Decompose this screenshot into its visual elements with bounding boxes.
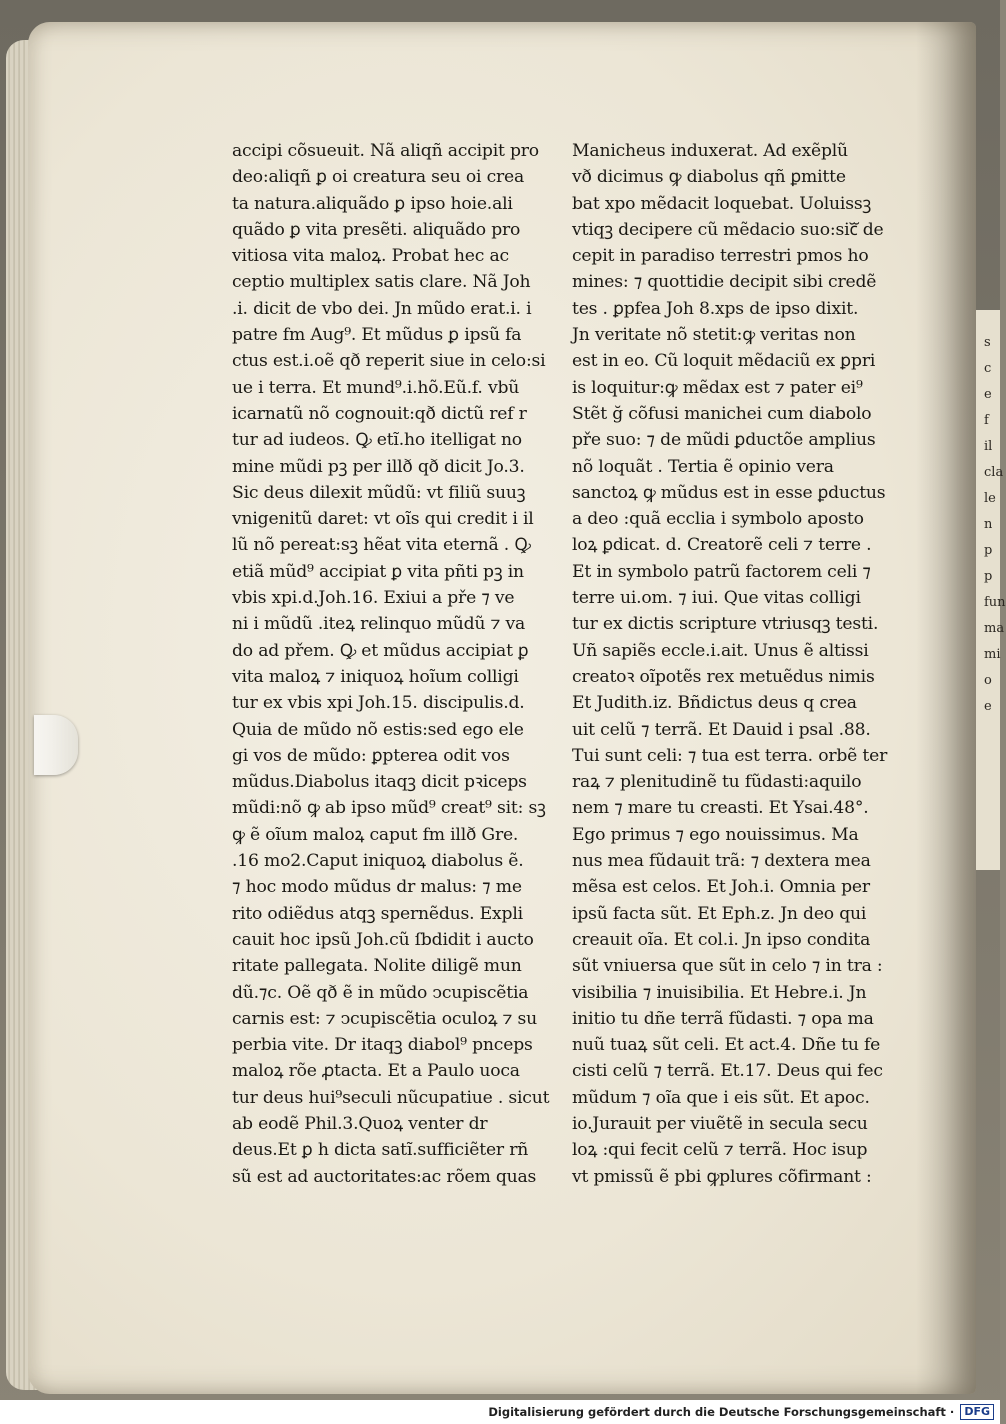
text-line: ta natura.aliquãdo ꝑ ipso hoie.ali (232, 193, 513, 214)
text-line: bat xpo mẽdacit loquebat. Uoluissꝫ (572, 193, 872, 214)
text-line: Sic deus dilexit mũdũ: vt filiũ suuꝫ (232, 482, 526, 503)
text-line: mine mũdi pꝫ per illð qð dicit Jo.3. (232, 456, 525, 477)
text-line: do ad přem. Ꝙ et mũdus accipiat ꝑ (232, 640, 529, 661)
text-line: pře suo: ⁊ de mũdi ꝑductõe amplius (572, 430, 876, 451)
text-line: sanctoꝝ ꝙ mũdus est in esse ꝑductus (572, 482, 886, 503)
text-line: ab eodẽ Phil.3.Quoꝝ venter dr (232, 1113, 488, 1134)
text-line: perbia vite. Dr itaqꝫ diabol⁹ pnceps (232, 1035, 533, 1056)
text-line: tur ex dictis scripture vtriusqꝫ testi. (572, 614, 879, 635)
text-line: carnis est: ⁊ ↄcupiscẽtia oculoꝝ ⁊ su (232, 1008, 538, 1029)
edge-fragment: p (984, 543, 993, 558)
text-line: loꝝ :qui fecit celũ ⁊ terrã. Hoc isup (572, 1140, 868, 1161)
text-line: accipi cõsueuit. Nã aliqñ accipit pro (232, 141, 539, 161)
text-line: Quia de mũdo nõ estis:sed ego ele (232, 719, 524, 740)
text-line: creauit oĩa. Et col.i. Jn ipso condita (572, 929, 871, 950)
text-line: ctus est.i.oẽ qð reperit siue in celo:si (232, 351, 546, 372)
text-line: vt pmissũ ẽ pbi ꝙplures cõfirmant : (572, 1166, 872, 1187)
edge-fragment: le (984, 491, 996, 506)
edge-fragment: mi (984, 647, 1001, 662)
text-line: patre fm Aug⁹. Et mũdus ꝑ ipsũ fa (232, 325, 522, 346)
text-line: is loquitur:ꝙ mẽdax est ⁊ pater ei⁹ (572, 377, 863, 398)
text-line: mũdum ⁊ oĩa que i eis sũt. Et apoc. (572, 1087, 870, 1108)
text-line: cisti celũ ⁊ terrã. Et.17. Deus qui fec (572, 1061, 883, 1082)
text-line: io.Jurauit per viuẽtẽ in secula secu (572, 1113, 868, 1134)
text-line: Tui sunt celi: ⁊ tua est terra. orbẽ ter (572, 745, 888, 766)
text-line: Stẽt ğ cõfusi manichei cum diabolo (572, 403, 872, 424)
text-line: nem ⁊ mare tu creasti. Et Ysai.48°. (572, 798, 869, 819)
edge-fragment: cla (984, 465, 1004, 480)
gutter-shadow (916, 22, 976, 1394)
text-line: maloꝝ rõe ꝓtacta. Et a Paulo uoca (232, 1061, 520, 1082)
text-line: Et Judith.iz. Bñdictus deus q crea (572, 693, 857, 714)
text-line: Jn veritate nõ stetit:ꝙ veritas non (572, 325, 856, 346)
text-line: cepit in paradiso terrestri pmos ho (572, 246, 869, 267)
text-line: gi vos de mũdo: ꝑpterea odit vos (232, 745, 510, 766)
text-line: .i. dicit de vbo dei. Jn mũdo erat.i. i (232, 298, 532, 319)
edge-fragment: p (984, 569, 993, 584)
text-line: ue i terra. Et mund⁹.i.hõ.Eũ.f. vbũ (232, 377, 520, 398)
text-line: ritate pallegata. Nolite diligẽ mun (232, 956, 522, 977)
edge-fragment: c (984, 361, 992, 376)
text-line: dũ.⁊c. Oẽ qð ẽ in mũdo ↄcupiscẽtia (232, 982, 529, 1003)
text-line: uit celũ ⁊ terrã. Et Dauid i psal .88. (572, 719, 871, 740)
text-line: sũ est ad auctoritates:ac rõem quas (232, 1166, 537, 1187)
text-line: etiã mũd⁹ accipiat ꝑ vita pñti pꝫ in (232, 561, 524, 582)
edge-fragment: e (984, 387, 992, 402)
text-line: vtiqꝫ decipere cũ mẽdacio suo:sicᷓ de (572, 219, 884, 240)
text-line: cauit hoc ipsũ Joh.cũ ſbdidit i aucto (232, 929, 534, 950)
text-line: ni i mũdũ .iteꝝ relinquo mũdũ ⁊ va (232, 614, 526, 635)
text-line: Manicheus induxerat. Ad exẽplũ (572, 141, 848, 161)
text-line: vbis xpi.d.Joh.16. Exiui a pře ⁊ ve (232, 588, 515, 609)
edge-fragment: ma (984, 621, 1005, 636)
edge-fragment: o (984, 673, 992, 688)
text-line: Uñ sapiẽs eccle.i.ait. Unus ẽ altissi (572, 640, 869, 661)
text-line: terre ui.om. ⁊ iui. Que vitas colligi (572, 588, 861, 609)
text-line: mines: ⁊ quottidie decipit sibi credẽ (572, 272, 877, 293)
edge-fragment: il (984, 439, 993, 454)
text-line: visibilia ⁊ inuisibilia. Et Hebre.i. Jn (572, 982, 867, 1003)
text-line: Ego primus ⁊ ego nouissimus. Ma (572, 824, 859, 845)
text-line: quãdo ꝑ vita presẽti. aliquãdo pro (232, 219, 521, 240)
edge-fragment: n (984, 517, 993, 532)
text-line: nus mea fũdauit trã: ⁊ dextera mea (572, 851, 871, 872)
text-line: sũt vniuersa que sũt in celo ⁊ in tra : (572, 956, 883, 977)
text-line: initio tu dñe terrã fũdasti. ⁊ opa ma (572, 1008, 874, 1029)
text-line: icarnatũ nõ cognouit:qð dictũ ref r (232, 403, 527, 424)
text-line: vnigenitũ daret: vt oĩs qui credit i il (232, 509, 534, 530)
text-line: a deo :quã ecclia i symbolo aposto (572, 509, 864, 530)
text-line: ceptio multiplex satis clare. Nã Joh (232, 272, 531, 293)
edge-fragment: f (984, 413, 989, 428)
text-line: tur ex vbis xpi Joh.15. discipulis.d. (232, 693, 525, 714)
edge-fragment: fun (984, 595, 1006, 610)
text-line: ⁊ hoc modo mũdus dr malus: ⁊ me (232, 877, 522, 898)
text-line: rito odiẽdus atqꝫ spernẽdus. Expli (232, 903, 523, 924)
text-line: Et in symbolo patrũ factorem celi ⁊ (572, 561, 871, 582)
text-line: nõ loquãt . Tertia ẽ opinio vera (572, 456, 834, 477)
text-line: lũ nõ pereat:sꝫ hẽat vita eternã . Ꝙ (232, 535, 531, 556)
text-line: tur ad iudeos. Ꝙ etĩ.ho itelligat no (232, 430, 522, 451)
text-line: loꝝ ꝑdicat. d. Creatorẽ celi ⁊ terre . (572, 535, 872, 556)
text-line: deo:aliqñ ꝑ oi creatura seu oi crea (232, 167, 525, 188)
edge-fragment: e (984, 699, 992, 714)
text-line: creatoꝛ oĩpotẽs rex metuẽdus nimis (572, 666, 875, 687)
text-line: vitiosa vita maloꝝ. Probat hec ac (232, 246, 509, 267)
text-line: tes . ꝑpfea Joh 8.xps de ipso dixit. (572, 298, 859, 319)
footer-bar (0, 1400, 1000, 1424)
text-column-left (232, 138, 550, 1190)
footer-credit: Digitalisierung gefördert durch die Deutsche Forschungsgemeinschaft · (488, 1405, 955, 1419)
dfg-logo: DFG (960, 1404, 994, 1420)
text-line: mũdi:nõ ꝙ ab ipso mũd⁹ creat⁹ sit: sꝫ (232, 798, 546, 819)
text-line: vita maloꝝ ⁊ iniquoꝝ hoĩum colligi (232, 666, 519, 687)
text-line: mũdus.Diabolus itaqꝫ dicit pꝛiceps (232, 772, 527, 793)
text-line: est in eo. Cũ loquit mẽdaciũ ex ꝑpri (572, 351, 876, 372)
text-line: tur deus hui⁹seculi nũcupatiue . sicut (232, 1087, 550, 1108)
page-clip (34, 715, 78, 775)
edge-fragment: s (984, 335, 991, 350)
text-line: ipsũ facta sũt. Et Eph.z. Jn deo qui (572, 903, 867, 924)
text-line: ꝙ ẽ oĩum maloꝝ caput fm illð Gre. (232, 824, 519, 845)
text-column-right (572, 138, 898, 1190)
facing-page-fragments (984, 330, 1006, 720)
text-line: .16 mo2.Caput iniquoꝝ diabolus ẽ. (232, 851, 524, 872)
text-line: nuũ tuaꝝ sũt celi. Et act.4. Dñe tu fe (572, 1035, 881, 1056)
text-line: mẽsa est celos. Et Joh.i. Omnia per (572, 877, 870, 898)
text-line: vð dicimus ꝙ diabolus qñ ꝑmitte (572, 167, 846, 188)
text-line: deus.Et ꝑ h dicta satĩ.sufficiẽter rñ (232, 1140, 529, 1161)
text-line: raꝝ ⁊ plenitudinẽ tu fũdasti:aquilo (572, 772, 862, 793)
